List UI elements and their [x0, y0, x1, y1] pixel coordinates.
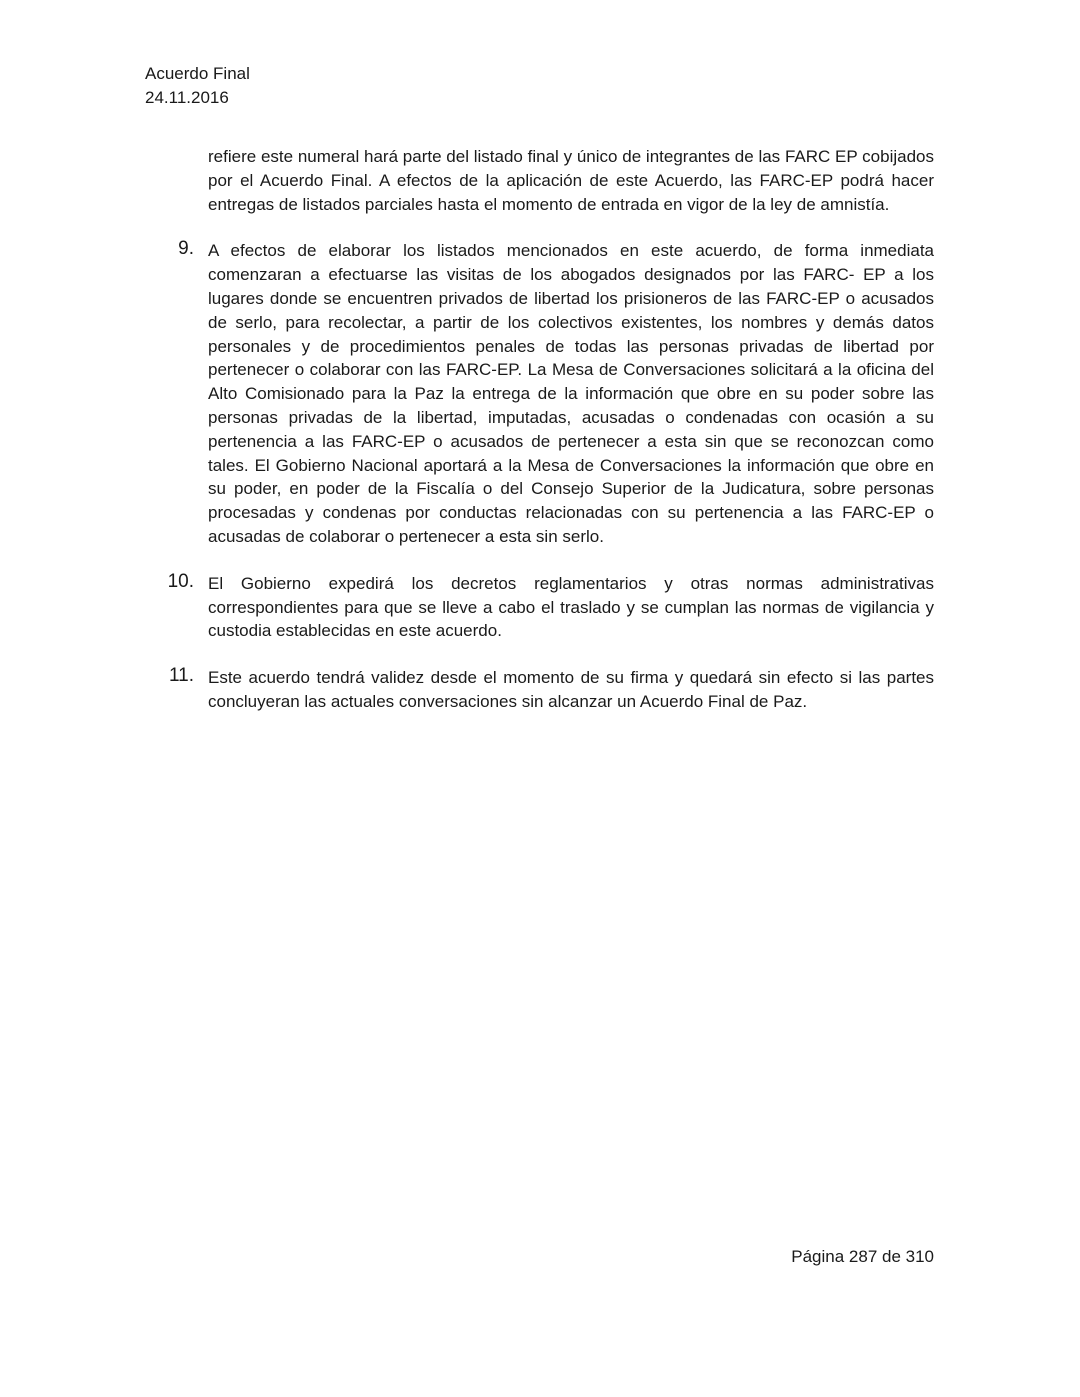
list-item-number: 10.: [167, 570, 194, 592]
list-item-10: [167, 570, 934, 643]
list-item-text: A efectos de elaborar los listados mencionados en este acuerdo, de forma inmediata comenzaran a efectuarse las visitas de los abogados designados por las FARC- EP a los lugares donde se encuentren privados de libertad los prisioneros de las FARC-EP o acusados de serlo, para recolectar, a partir de los colectivos existentes, los nombres y demás datos personales y de procedimientos penales de todas las personas privadas de libertad por pertenecer o colaborar con las FARC-EP. La Mesa de Conversaciones solicitará a la oficina del Alto Comisionado para la Paz la entrega de la información que obre en su poder sobre las personas privadas de la libertad, imputadas, acusadas o condenadas con ocasión a su pertenencia a las FARC-EP o acusados de pertenecer a esta sin que se reconozcan como tales. El Gobierno Nacional aportará a la Mesa de Conversaciones la información que obre en su poder, en poder de la Fiscalía o del Consejo Superior de la Judicatura, sobre personas procesadas y condenas por conductas relacionadas con su pertenencia a las FARC-EP o acusadas de colaborar o pertenecer a esta sin serlo.: [208, 241, 934, 546]
document-date: 24.11.2016: [145, 88, 229, 107]
document-body: [167, 145, 934, 714]
list-item-number: 9.: [178, 238, 194, 260]
continuation-paragraph: refiere este numeral hará parte del listado final y único de integrantes de las FARC EP cobijados por el Acuerdo Final. A efectos de la aplicación de este Acuerdo, las FARC-EP podrá hacer entregas de listados parciales hasta el momento de entrada en vigor de la ley de amnistía.: [208, 147, 934, 214]
list-item-9: [178, 238, 934, 548]
list-item-text: El Gobierno expedirá los decretos reglamentarios y otras normas administrativas correspondientes para que se lleve a cabo el traslado y se cumplan las normas de vigilancia y custodia establecidas en este acuerdo.: [208, 573, 934, 641]
page-number: Página 287 de 310: [791, 1247, 934, 1266]
document-header: [145, 62, 250, 110]
list-item-text: Este acuerdo tendrá validez desde el momento de su firma y quedará sin efecto si las partes concluyeran las actuales conversaciones sin alcanzar un Acuerdo Final de Paz.: [208, 668, 934, 711]
list-item-11: [168, 665, 934, 714]
list-item-number: 11.: [168, 665, 194, 687]
document-title: Acuerdo Final: [145, 64, 250, 83]
